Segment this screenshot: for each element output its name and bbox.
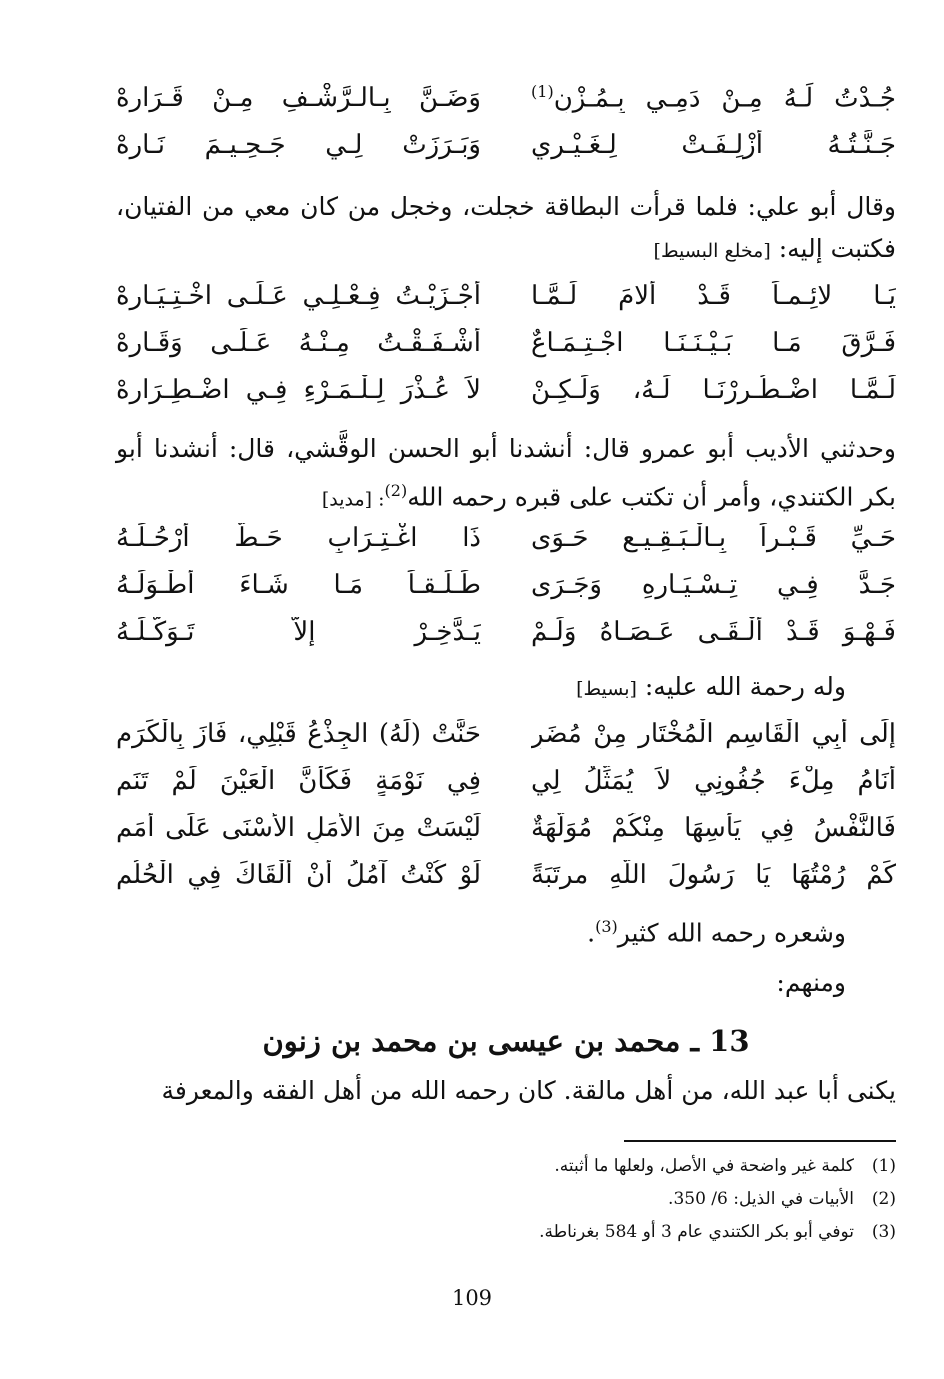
hemistich-second: لاَ عُـذْرَ لِـلْـمَـرْءِ فِـي اضْـطِـرَارهْ (116, 374, 481, 405)
hemistich-second: أَشْـفَـقْـتُ مِـنْـهُ عَـلَـى وَقَـارهْ (116, 327, 481, 358)
hemistich-first: فَـهْـوَ قَـدْ أَلْـقَـى عَـصَـاهُ وَلَـمْ (531, 616, 896, 647)
paragraph (116, 1070, 896, 1112)
footnote-text: توفي أبو بكر الكتندي عام 3 أو 584 بغرناطة. (539, 1222, 854, 1242)
verse-line (116, 710, 896, 757)
verse-line (116, 757, 896, 804)
verse-line (116, 608, 896, 655)
hemistich-second: فِي نَوْمَةٍ فَكَأَنَّ الْعَيْنَ لَمْ تَنَمِ (116, 765, 481, 796)
paragraph-text: ومنهم: (776, 968, 846, 997)
meter-label: [مخلع البسيط] (653, 240, 771, 262)
hemistich-first: يَـا لائِـمـاً قَـدْ أَلامَ لَـمَّـا (531, 280, 896, 311)
paragraph (116, 428, 896, 520)
hemistich-first: جَـدَّ فِـي تِـسْـيَـارِهِ وَجَـرَى (531, 569, 896, 600)
footnote-number: (3) (871, 1222, 896, 1242)
verse-line (116, 561, 896, 608)
verse-line (116, 366, 896, 413)
footnote-divider (624, 1140, 896, 1142)
hemistich-second: لَوْ كُنْتُ آمُلُ أَنْ أَلْقَاكَ فِي الْحُلُمِ (116, 859, 481, 890)
footnote (116, 1183, 896, 1216)
hemistich-first: إِلَى أَبِي الْقَاسِمِ الْمُخْتَارِ مِنْ مُضَرٍ (531, 718, 896, 749)
paragraph-text: وحدثني الأديب أبو عمرو قال: أنشدنا أبو الحسن الوقَّشي، قال: أنشدنا أبو بكر الكتندي، وأمر أن تكتب على قبره رحمه الله (116, 434, 896, 512)
hemistich-first: كَمْ رُمْتُهَا يَا رَسُولَ اللَّهِ مرتَبَةً (531, 859, 896, 890)
verse-line (116, 319, 896, 366)
section-heading: 13 ـ محمد بن عيسى بن محمد بن زنون (262, 1024, 750, 1058)
verse-line (116, 804, 896, 851)
hemistich-first: جُـدْتُ لَـهُ مِـنْ دَمِـي بِـمُـزْنٍ$^{(1)}$ (531, 81, 896, 114)
footnote-number: (2) (871, 1189, 896, 1209)
poem-4 (116, 710, 896, 898)
footnote-ref: (3) (595, 917, 618, 936)
footnote-text: كلمة غير واضحة في الأصل، ولعلها ما أثبته. (554, 1156, 854, 1176)
meter-label: : [مديد] (321, 488, 385, 511)
paragraph-text: يكنى أبا عبد الله، من أهل مالقة. كان رحمه الله من أهل الفقه والمعرفة (161, 1076, 896, 1105)
hemistich-first: أَنَامُ مِلْءَ جُفُونِي لاَ يُمَثِّلُ لِي (531, 765, 896, 796)
hemistich-second: لَيْسَتْ مِنَ الأَمَلِ الأَسْنَى عَلَى أَمَمِ (116, 812, 481, 843)
hemistich-second: طَـلَـقـاً مَـا شَـاءَ أَطْـوَلَـهُ (116, 569, 481, 600)
paragraph-text: وقال أبو علي: فلما قرأت البطاقة خجلت، وخجل من كان معي من الفتيان، فكتبت إليه: (116, 192, 896, 263)
footnotes (116, 1150, 896, 1249)
poem-2 (116, 272, 896, 413)
paragraph-text: وله رحمة الله عليه: (644, 672, 846, 701)
poem-3 (116, 514, 896, 655)
paragraph-text: وشعره رحمه الله كثير (617, 918, 846, 948)
hemistich-first: لَـمَّـا اضْـطُـرِرْنَـا لَـهُ، وَلَـكِـنْ (531, 374, 896, 405)
paragraph (116, 666, 846, 710)
meter-label: [بسيط] (576, 678, 637, 700)
hemistich-first: جَـنَّـتُـهُ أُزْلِـفَـتْ لِـغَـيْـرِي (531, 129, 896, 160)
hemistich-first: حَـيِّ قَـبْـراً بِـالْـبَـقِـيـعِ حَـوَى (531, 522, 896, 553)
paragraph (116, 962, 846, 1004)
page-number: 109 (451, 1286, 493, 1310)
poem-1 (116, 74, 896, 168)
footnote-ref: (2) (384, 481, 408, 500)
verse-line (116, 121, 896, 168)
hemistich-second: حَنَّتْ (لَهُ) الجِذْعُ قَبْلِي، فَازَ بِالْكَرَمِ (116, 718, 481, 749)
verse-line (116, 851, 896, 898)
footnote-number: (1) (871, 1156, 896, 1176)
footnote-text: الأبيات في الذيل: 6/ 350. (668, 1189, 854, 1209)
hemistich-second: أَجْـزَيْـتُ فِـعْـلِـي عَـلَـى اخْـتِـيَـارهْ (116, 280, 481, 311)
paragraph (116, 906, 846, 954)
verse-line (116, 514, 896, 561)
verse-line (116, 74, 896, 121)
hemistich-first: فَالنَّفْسُ فِي يَأْسِهَا مِنْكُمْ مُوَلَّهَةٌ (531, 812, 896, 843)
hemistich-second: وَضَـنَّ بِـالـرَّشْـفِ مِـنْ قَـرَارهْ (116, 82, 481, 113)
hemistich-second: ذَا اغْـتِـرَابٍ حَـطَّ أَرْحُـلَـهُ (116, 522, 481, 553)
hemistich-second: وَبَـرَزَتْ لِـي جَـحِـيـمَ نَـارهْ (116, 129, 481, 160)
paragraph (116, 186, 896, 272)
footnote-ref: (1) (531, 81, 554, 101)
verse-line (116, 272, 896, 319)
hemistich-first: فَـرَّقَ مَـا بَـيْـنَـنَـا اجْـتِـمَـاعٌ (531, 327, 896, 358)
footnote (116, 1216, 896, 1249)
footnote (116, 1150, 896, 1183)
paragraph-end: . (587, 918, 596, 948)
hemistich-second: يَـدَّخِـرْ إِلاَّ تَـوَكُّـلَـهُ (116, 616, 481, 647)
